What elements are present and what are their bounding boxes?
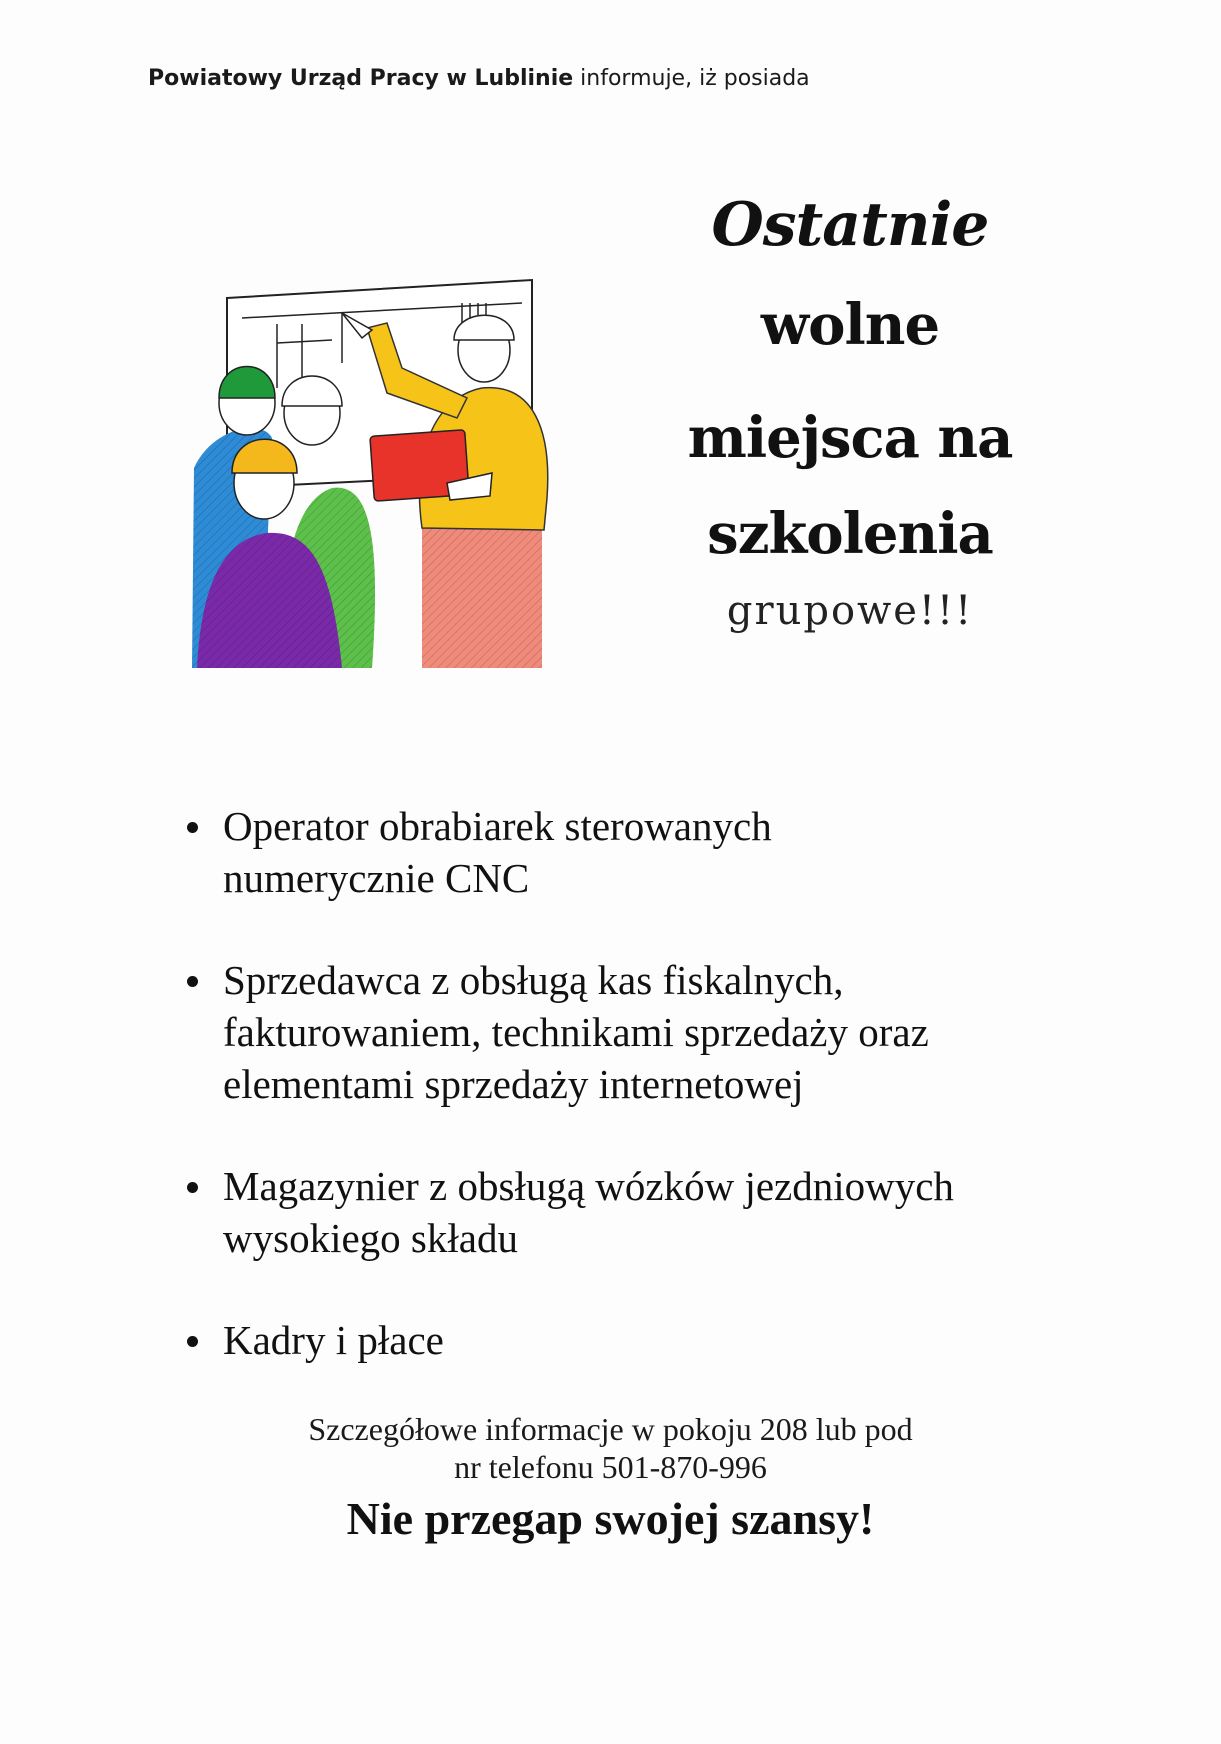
course-line: wysokiego składu (223, 1215, 518, 1261)
call-to-action: Nie przegap swojej szansy! (346, 1493, 875, 1544)
course-line: Sprzedawca z obsługą kas fiskalnych, (223, 957, 844, 1003)
header-line (148, 66, 810, 91)
course-line: Kadry i płace (223, 1317, 444, 1363)
headline (640, 185, 1060, 641)
headline-line-2: wolne (760, 292, 940, 358)
course-item (185, 954, 1085, 1110)
details-line-2: nr telefonu 501-870-996 (454, 1449, 767, 1485)
headline-line-5: grupowe!!! (726, 588, 974, 634)
course-item (185, 1160, 1085, 1264)
headline-line-1: Ostatnie (711, 190, 989, 260)
course-line: Operator obrabiarek sterowanych (223, 803, 772, 849)
course-item (185, 800, 1085, 904)
worker-white-helmet (282, 376, 342, 445)
course-line: Magazynier z obsługą wózków jezdniowych (223, 1163, 954, 1209)
contact-details (0, 1410, 1221, 1486)
workers-illustration (192, 268, 602, 668)
details-line-1: Szczegółowe informacje w pokoju 208 lub pod (308, 1411, 913, 1447)
course-line: elementami sprzedaży internetowej (223, 1061, 804, 1107)
headline-line-4: szkolenia (707, 501, 993, 567)
course-line: fakturowaniem, technikami sprzedaży oraz (223, 1009, 929, 1055)
organization-name: Powiatowy Urząd Pracy w Lublinie (148, 66, 574, 91)
headline-line-3: miejsca na (687, 405, 1013, 471)
course-item (185, 1314, 1085, 1366)
course-line: numerycznie CNC (223, 855, 530, 901)
header-text: informuje, iż posiada (573, 66, 810, 91)
course-list (185, 800, 1085, 1416)
